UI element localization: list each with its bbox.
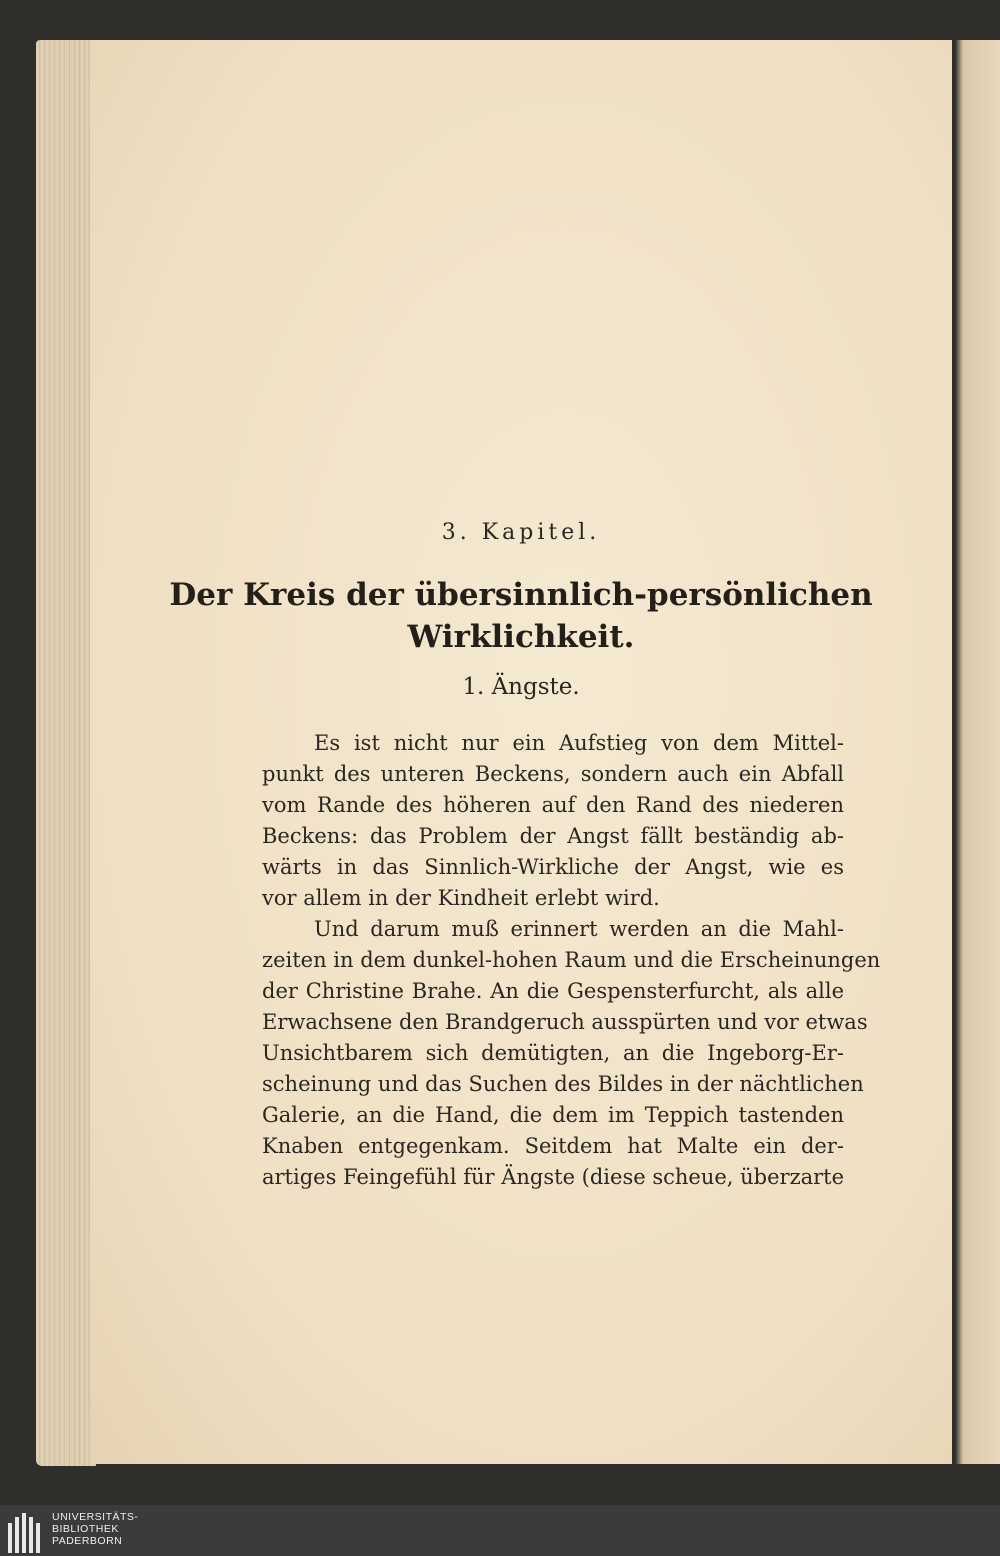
- text-line: scheinung und das Suchen des Bildes in der nächtlichen: [262, 1072, 864, 1096]
- facing-page-edge: [955, 40, 1000, 1464]
- logo-line: UNIVERSITÄTS-: [52, 1511, 139, 1523]
- text-line: Unsichtbarem sich demütigten, an die Ingeborg-Er-: [262, 1041, 844, 1065]
- logo-line: PADERBORN: [52, 1535, 123, 1547]
- text-line: der Christine Brahe. An die Gespensterfurcht, als alle: [262, 979, 844, 1003]
- text-line: vor allem in der Kindheit erlebt wird.: [262, 886, 660, 910]
- text-line: Beckens: das Problem der Angst fällt beständig ab-: [262, 824, 844, 848]
- text-line: zeiten in dem dunkel-hohen Raum und die Erscheinungen: [262, 948, 881, 972]
- body-text: [262, 728, 881, 1193]
- text-line: Und darum muß erinnert werden an die Mahl-: [314, 917, 844, 941]
- text-line: vom Rande des höheren auf den Rand des niederen: [262, 793, 844, 817]
- book-page-edges: [36, 40, 96, 1466]
- text-line: punkt des unteren Beckens, sondern auch ein Abfall: [262, 762, 844, 786]
- chapter-heading: 3. Kapitel.: [441, 520, 601, 545]
- logo-line: BIBLIOTHEK: [52, 1523, 119, 1535]
- chapter-title-line: Wirklichkeit.: [407, 619, 635, 655]
- text-line: wärts in das Sinnlich-Wirkliche der Angst, wie es: [262, 855, 844, 879]
- paragraph: [262, 728, 844, 914]
- section-heading: 1. Ängste.: [462, 674, 580, 700]
- text-line: Galerie, an die Hand, die dem im Teppich tastenden: [262, 1103, 844, 1127]
- chapter-title: [90, 574, 952, 658]
- library-logo-icon: [6, 1513, 44, 1553]
- text-line: Erwachsene den Brandgeruch ausspürten und vor etwas: [262, 1010, 868, 1034]
- chapter-title-line: Der Kreis der übersinnlich-persönlichen: [169, 577, 873, 613]
- text-line: artiges Feingefühl für Ängste (diese scheue, überzarte: [262, 1165, 845, 1189]
- text-line: Knaben entgegenkam. Seitdem hat Malte ein der-: [262, 1134, 844, 1158]
- text-line: Es ist nicht nur ein Aufstieg von dem Mittel-: [314, 731, 844, 755]
- library-logo-text: [52, 1511, 138, 1547]
- paragraph: [262, 914, 881, 1193]
- library-footer: [0, 1505, 1000, 1556]
